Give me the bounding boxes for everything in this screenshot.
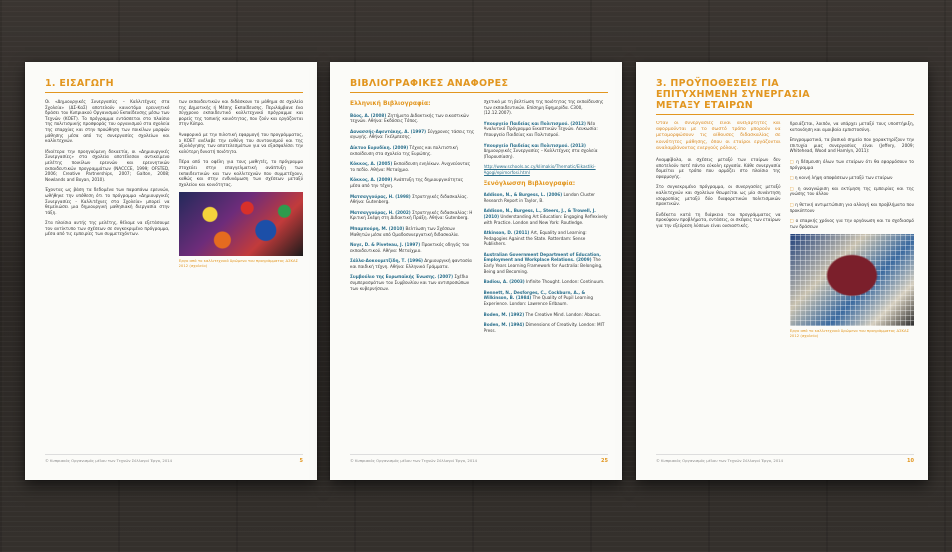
paragraph: Επιγραμματικά, τα βασικά σημεία που χαρακτηρίζουν την επιτυχία μιας συνεργασίας είναι (Jeffery, 2009; Whitehead, Wood and Hamlyn, 2011):: [789, 137, 914, 154]
reference-entry: [350, 161, 475, 172]
artwork-image: [179, 192, 304, 256]
reference-author: Australian Government Department of Education, Employment and Workplace Relations. (2009): [483, 251, 601, 263]
page-number: 5: [299, 458, 303, 464]
lead-paragraph: Όταν οι συνεργασίες είναι ανεξάρτητες και αφορμούνται με το σωστό τρόπο μπορούν να μεταμορφώσουν τις αίθουσες διδασκαλίας σε κοινότητες μάθησης, όπου οι εταίροι εργάζονται αναλαμβάνοντας ενεργούς ρόλους.: [656, 121, 781, 151]
paragraph: Αναμφίβολα, οι σχέσεις μεταξύ των εταίρων δεν αποτελούν ποτέ πάντα εύκολη εργασία. Κάθε συνεργασία δομείται με τρόπο που αρμόζει στο πλαίσιο της εφαρμογής.: [656, 157, 781, 179]
bullet-marker-icon: □: [789, 185, 798, 191]
image-caption: Έργο από το καλλιτεχνικό δρώμενο του προγράμματος ΔΣΚΑΣ 2012 (σχολείο): [789, 328, 909, 339]
reference-entry: [484, 121, 609, 138]
reference-text: Σχέδιο συμπερασμάτων του Συμβουλίου και των αντιπροσώπων των κυβερνήσεων.: [350, 274, 470, 291]
page-footer: [45, 454, 303, 468]
reference-text: Εκπαίδευση ενηλίκων. Ανιχνεύοντας το πεδίο. Αθήνα: Μεταίχμιο.: [350, 161, 471, 172]
reference-entry: [350, 274, 475, 291]
reference-entry: [350, 177, 475, 188]
reference-link[interactable]: http://www.schools.ac.cy/klimakio/Thematic/Eikastiki-Agogi/epimorfosi.html: [483, 164, 596, 175]
reference-author: Κόκκος, Α. (2009): [350, 177, 393, 183]
paragraph: Στα πλαίσια αυτής της μελέτης, θέλαμε να εξετάσουμε τον αντίκτυπο των σχέσεων σε συγκεκριμένο πρόγραμμα, μέσα από τις εμπειρίες των συμμετεχόντων.: [45, 220, 170, 237]
reference-entry: [350, 210, 475, 221]
reference-text: Ζητήματα Διδακτικής των εικαστικών τεχνών. Αθήνα: Εκδόσεις Τόπος.: [350, 112, 469, 124]
section-subtitle: Ελληνική Βιβλιογραφία:: [350, 100, 431, 107]
section-subtitle: Ξενόγλωσση Βιβλιογραφία:: [483, 179, 576, 187]
footer-text: © Κυπριακός Οργανισμός μέλου των Τεχνών Σύλλογοί Έργο, 2014: [45, 458, 173, 463]
reference-author: Δανασσής-Αφεντάκης, Α. (1997): [350, 128, 427, 134]
page-footer: [656, 454, 914, 468]
page-title-line-2: ΕΠΙΤΥΧΗΜΕΝΗ ΣΥΝΕΡΓΑΣΙΑ: [656, 89, 810, 100]
bullet-marker-icon: □: [789, 201, 796, 207]
paragraph: Πέρα από τα οφέλη για τους μαθητές, το πρόγραμμα στοχεύει στην επαγγελματική ανάπτυξη των εκπαιδευτικών και των καλλιτεχνών που συμμετέχουν, καθώς και στην ενδυνάμωση των σχέσεων μεταξύ σχολείου και κοινότητας.: [178, 159, 303, 187]
reference-text: Art, Equality and Learning: Pedagogies Against the State. Rotterdam: Sense Publishers.: [483, 230, 587, 247]
bullet-item: [790, 159, 915, 170]
reference-author: Addison, N., & Burgess, L. (2006): [483, 192, 563, 198]
reference-author: Δίκτυο Ευρυδίκη. (2009): [350, 144, 409, 150]
references-column-right: [484, 99, 609, 439]
reference-author: Bennett, N., Desforges, C., Cockburn, A., & Wilkinson, B. (1984): [483, 289, 586, 301]
reference-text: Νέο Αναλυτικό Πρόγραμμα Εικαστικών Τεχνών. Λευκωσία: Υπουργείο Παιδείας και Πολιτισμού.: [483, 120, 598, 137]
reference-entry: [484, 290, 609, 307]
reference-text: Ανάπτυξη της δημιουργικότητας μέσα από την τέχνη.: [350, 177, 464, 188]
reference-entry: [484, 99, 609, 116]
reference-entry: [350, 113, 475, 124]
text-column-left: [656, 121, 781, 439]
page-number: 25: [601, 458, 608, 464]
reference-author: Υπουργείο Παιδείας και Πολιτισμού. (2012): [483, 120, 586, 126]
reference-author: Υπουργείο Παιδείας και Πολιτισμού. (2013): [483, 142, 586, 148]
reference-author: Νογε, D. & Piveteau, J. (1997): [350, 242, 421, 248]
reference-author: Boden, M. (1992): [483, 311, 525, 317]
page-title-line-1: 3. ΠΡΟΫΠΟΘΕΣΕΙΣ ΓΙΑ: [656, 78, 779, 89]
reference-text: Στρατηγικές διδασκαλίας: Η Κριτική Σκέψη στη Διδακτική Πράξη. Αθήνα: Gutenberg.: [350, 209, 473, 221]
reference-text: The Early Years Learning Framework for Australia: Belonging, Being and Becoming.: [483, 257, 603, 274]
reference-author: Ματσαγγούρας, Η. (1998): [350, 193, 411, 199]
reference-entry: [484, 322, 609, 333]
paragraph: Οι «Δημιουργικές Συνεργασίες – Καλλιτέχνες στα Σχολεία» (ΔΣ-ΚαΣ) αποτελούν καινοτόμο ερευνητικό δράσει του Κυπριακού Οργανισμού Εκπαίδευσης μέσω των Τεχνών (ΚΟΕΤ). Το πρόγραμμα εντάσσεται στο πλαίσιο της πολιτισμικής προσφοράς του οργανισμού στα σχολεία της επαρχίας και στην προώθηση των ποικίλων μορφών μάθησης μέσα από τις συνεργασίες σχολείων και καλλιτεχνών.: [45, 99, 170, 144]
reference-author: Boden, M. (1994): [483, 322, 525, 328]
reference-text: Στρατηγικές διδασκαλίας. Αθήνα: Gutenberg.: [350, 193, 468, 205]
reference-entry: [484, 192, 609, 203]
bullet-item: [790, 186, 915, 197]
bullet-text: η αναγνώριση και εκτίμηση της εμπειρίας και της γνώσης του άλλου: [789, 185, 914, 197]
reference-entry: [350, 258, 475, 269]
paragraph: Χρειάζεται, λοιπόν, να υπάρχει μεταξύ τους υποστήριξη, κατανόηση και αμοιβαία εμπιστοσύνη.: [789, 121, 914, 132]
reference-entry: [350, 194, 475, 205]
bullet-item: [790, 202, 915, 213]
page-introduction: [25, 62, 317, 480]
title-rule: [656, 114, 914, 115]
reference-author: Συμβούλιο της Ευρωπαϊκής Ένωσης. (2007): [350, 274, 454, 280]
reference-text: σχετικά με τη βελτίωση της ποιότητας της εκπαίδευσης των εκπαιδευτικών. Επίσημη Εφημερίδα. C300, (12.12.2007).: [483, 99, 604, 116]
reference-author: Badiou, A. (2003): [483, 279, 525, 285]
bullet-text: η δέσμευση όλων των εταίρων ότι θα εφαρμόσουν το πρόγραμμα: [789, 158, 914, 170]
reference-entry: [484, 252, 609, 274]
reference-author: Ματσαγγούρας, Η. (2002): [350, 209, 411, 215]
reference-text: Understanding Art Education: Engaging Reflexively with Practice. London and New York: Routledge.: [483, 213, 608, 225]
reference-author: Μπαμπούρη, Μ. (2010): [350, 225, 405, 231]
reference-text: Δημιουργικές Συνεργασίες – Καλλιτέχνες στα σχολεία (Παρουσίαση).: [483, 148, 598, 159]
page-footer: [350, 454, 608, 468]
reference-author: Βάος, Α. (2008): [350, 112, 387, 118]
page-title-line-3: ΜΕΤΑΞΥ ΕΤΑΙΡΩΝ: [656, 100, 754, 111]
reference-text: The Creative Mind. London: Abacus.: [525, 311, 601, 317]
paragraph: Αναφορικά με την πιλοτική εφαρμογή του προγράμματος, ο ΚΟΕΤ ανέλαβε την ευθύνη του συντονισμού και της αξιολόγησης των αποτελεσμάτων για να εξασφαλίσει την καλύτερη δυνατή ποιότητα.: [178, 131, 303, 154]
text-column-right: [790, 121, 915, 439]
mosaic-artwork-image: [790, 234, 915, 326]
reference-entry: [484, 143, 609, 160]
reference-text: The Quality of Pupil Learning Experience. London: Lawrence Erlbaum.: [483, 295, 594, 307]
bullet-text: ο επαρκής χρόνος για την οργάνωση και το σχεδιασμό των δράσεων: [789, 218, 914, 229]
reference-text: Σύγχρονες τάσεις της αγωγής. Αθήνα: Γκέλμπεσης.: [350, 128, 475, 140]
reference-entry: [350, 226, 475, 237]
reference-text: London Cluster Research Report in Taylor, B.: [483, 192, 596, 203]
bullet-marker-icon: □: [789, 175, 795, 181]
footer-text: © Κυπριακός Οργανισμός μέλου των Τεχνών Σύλλογοί Έργο, 2014: [350, 458, 478, 463]
text-column-right: [179, 99, 304, 439]
reference-entry: [484, 208, 609, 225]
reference-text: Πρακτικός οδηγός του εκπαιδευτικού. Αθήνα: Μεταίχμιο.: [350, 242, 470, 253]
title-rule: [45, 92, 303, 93]
paragraph: Ιδιαίτερα την προηγούμενη δεκαετία, οι «Δημιουργικές Συνεργασίες» στα σχολεία αποτέλεσαν αντικείμενο μελέτης ποικίλων ερευνών και ερευνητικών εκπαιδευτικών προγραμμάτων (NACCCE, 1999; OFSTED, 2006; Creative Partnerships, 2007; Galton, 2008; Newlands and Boyan, 2010).: [45, 148, 170, 182]
reference-text: Τέχνες και πολιτιστική εκπαίδευση στα σχολεία της Ευρώπης.: [350, 144, 458, 156]
page-title: 1. ΕΙΣΑΓΩΓΗ: [45, 78, 114, 89]
bullet-marker-icon: □: [789, 218, 796, 224]
page-number: 10: [907, 458, 914, 464]
reference-entry: [350, 145, 475, 156]
paragraph: των εκπαιδευτικών και διδάσκουν το μάθημα σε σχολεία της Δημοτικής ή Μέσης Εκπαίδευσης. Περιλάμβανε ένα σύγχρονο εκπαιδευτικό καλλιτεχνικό πρόγραμμα και φορείς της τοπικής κοινότητας, που ζούν και εργάζονται στην Κύπρο.: [178, 99, 303, 127]
reference-text: Infinite Thought. London: Continuum.: [526, 279, 605, 285]
bullet-text: η θετική αντιμετώπιση για αλλαγή και προβλήματα που προκύπτουν: [789, 201, 914, 213]
page-partnership-conditions: [636, 62, 928, 480]
bullet-marker-icon: □: [789, 158, 797, 164]
bullet-item: [790, 218, 915, 229]
reference-entry: [484, 230, 609, 247]
reference-entry: [484, 312, 609, 318]
paragraph: Έχοντας ως βάση τα δεδομένα των παραπάνω ερευνών, ωθήθηκε την υπόθεση ότι το πρόγραμμα «Δημιουργικές Συνεργασίες - Καλλιτέχνες στα Σχολεία» μπορεί να θεμελιώσει μια δημιουργική μαθησιακή διεργασία στην τάξη.: [45, 187, 170, 215]
reference-entry: [350, 242, 475, 253]
reference-entry: [484, 279, 609, 285]
reference-author: Atkinson, D. (2011): [483, 230, 530, 236]
image-caption: Έργο από το καλλιτεχνικό δρώμενο του προγράμματος ΔΣΚΑΣ 2012 (σχολείο): [178, 258, 298, 269]
page-title: ΒΙΒΛΙΟΓΡΑΦΙΚΕΣ ΑΝΑΦΟΡΕΣ: [350, 78, 509, 89]
reference-text: Βελτίωση των Σχέσεων Μαθητών μέσα από Ομαδοσυνεργατική διδασκαλία.: [350, 225, 460, 237]
reference-entry: [350, 129, 475, 140]
text-column-left: [45, 99, 170, 439]
bullet-item: [790, 175, 915, 181]
title-rule: [350, 92, 608, 93]
paragraph: Ενδέκετα κατά τη διάρκεια του προγράμματος να προκύψουν προβλήματα, εντάσεις, οι σκέψεις των εταίρων για την εξεύρεση λύσεων είναι ουσιαστικές.: [656, 211, 781, 228]
reference-text: Δημιουργική φαντασία και παιδική τέχνη. Αθήνα: Ελληνικά Γράμματα.: [350, 258, 472, 269]
reference-author: Σάλλα-Δοκουμετζίδη, Τ. (1996): [350, 258, 423, 264]
bullet-text: η κοινή λήψη αποφάσεων μεταξύ των εταίρων: [794, 175, 893, 181]
footer-text: © Κυπριακός Οργανισμός μέλου των Τεχνών Σύλλογοί Έργο, 2014: [656, 458, 784, 463]
reference-author: Addison, N., Burgess, L., Steers, J., & Trowell, J. (2010): [483, 208, 596, 219]
paragraph: Στο συγκεκριμένο πρόγραμμα, οι συνεργασίες μεταξύ καλλιτεχνών και σχολείων θεωρείται ως μία συνάντηση ισορροπίας μεταξύ δύο διαφορετικών πολιτισμικών πρακτικών.: [656, 184, 781, 207]
page-bibliography: [330, 62, 622, 480]
reference-text: Dimensions of Creativity. London: MIT Press.: [483, 322, 605, 333]
reference-author: Κόκκος, Α. (2005): [350, 161, 393, 167]
references-column-left: [350, 99, 475, 439]
